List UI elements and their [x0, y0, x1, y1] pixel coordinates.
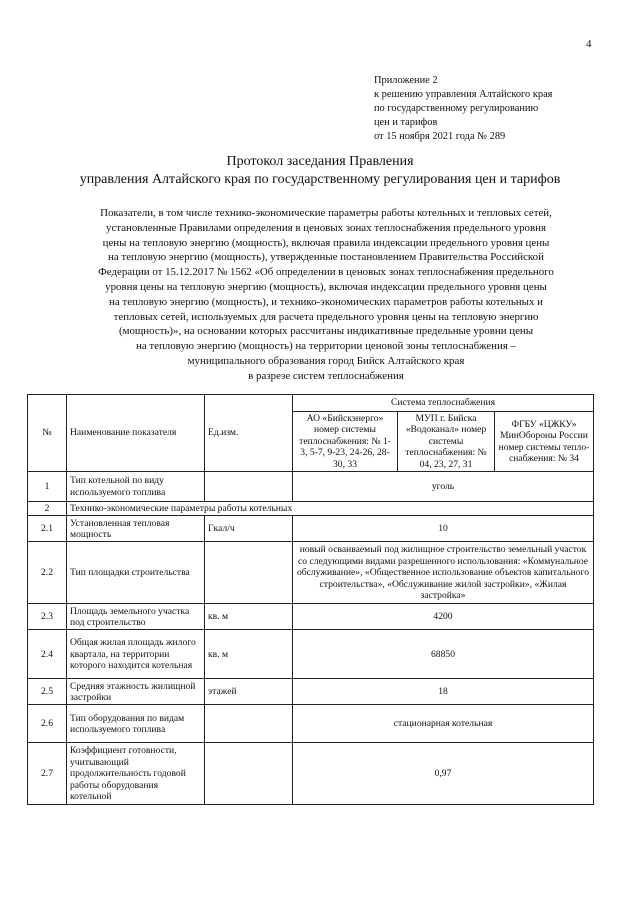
- row-unit: кв. м: [205, 630, 293, 679]
- header-num: №: [28, 395, 67, 472]
- row-value: 18: [293, 679, 594, 705]
- title-line-1: Протокол заседания Правления: [226, 154, 414, 169]
- row-value: новый осваиваемый под жилищное строительство земельный участок со следующими видами разрешенного использования: «Коммунальное обслуживание», «Общественное использование объектов капитального строительства», «Обслуживание жилой застройки», «Жилая застройка»: [293, 542, 594, 604]
- intro-line: установленные Правилами определения в ценовых зонах теплоснабжения предельного уровня: [106, 221, 546, 234]
- table-row: [28, 705, 594, 743]
- row-unit: [205, 743, 293, 805]
- table-row: [28, 679, 594, 705]
- row-name: Общая жилая площадь жилого квартала, на территории которого находится котельная: [67, 630, 205, 679]
- header-name: Наименование показателя: [67, 395, 205, 472]
- row-num: 2.3: [28, 604, 67, 630]
- row-num: 2.6: [28, 705, 67, 743]
- row-num: 2: [28, 502, 67, 516]
- row-value: 0,97: [293, 743, 594, 805]
- document-title: [0, 153, 640, 189]
- row-name: Средняя этажность жилищной застройки: [67, 679, 205, 705]
- header-system-1: АО «Бийскэнерго» номер системы теплоснабжения: № 1-3, 5-7, 9-23, 24-26, 28-30, 33: [293, 412, 398, 472]
- row-value: 10: [293, 516, 594, 542]
- page-number: 4: [586, 38, 592, 50]
- row-unit: [205, 705, 293, 743]
- row-unit: кв. м: [205, 604, 293, 630]
- intro-line: уровня цены на тепловую энергию (мощность), включая индексации предельного уровня цены: [105, 280, 547, 293]
- row-num: 2.2: [28, 542, 67, 604]
- row-unit: [205, 542, 293, 604]
- header-unit: Ед.изм.: [205, 395, 293, 472]
- row-num: 2.4: [28, 630, 67, 679]
- row-name: Тип площадки строительства: [67, 542, 205, 604]
- table-row: [28, 472, 594, 502]
- row-value: стационарная котельная: [293, 705, 594, 743]
- row-unit: этажей: [205, 679, 293, 705]
- row-num: 1: [28, 472, 67, 502]
- appendix-line: к решению управления Алтайского края: [374, 89, 553, 100]
- row-name: Площадь земельного участка под строительство: [67, 604, 205, 630]
- intro-line: на тепловую энергию (мощность), утвержденные постановлением Правительства Российской: [108, 251, 544, 264]
- appendix-block: [374, 74, 552, 144]
- appendix-line: цен и тарифов: [374, 117, 438, 128]
- intro-line: тепловых сетей, используемых для расчета предельного уровня цены на тепловую энергию: [113, 310, 539, 323]
- intro-paragraph: [52, 206, 600, 384]
- table-row: [28, 630, 594, 679]
- intro-line: муниципального образования город Бийск Алтайского края: [187, 354, 465, 367]
- row-section-title: Технико-экономические параметры работы котельных: [67, 502, 594, 516]
- intro-line: на тепловую энергию (мощность) на территории ценовой зоны теплоснабжения –: [135, 340, 517, 353]
- appendix-line: Приложение 2: [374, 75, 438, 86]
- header-systems: Система теплоснабжения: [293, 395, 594, 412]
- table-row: [28, 743, 594, 805]
- intro-line: в разрезе систем теплоснабжения: [248, 369, 404, 382]
- intro-line: Федерации от 15.12.2017 № 1562 «Об определении в ценовых зонах теплоснабжения предельного: [98, 266, 554, 279]
- row-name: Тип котельной по виду используемого топлива: [67, 472, 205, 502]
- row-unit: Гкал/ч: [205, 516, 293, 542]
- intro-line: на тепловую энергию (мощность), и технико-экономических параметров работы котельных и: [109, 295, 543, 308]
- intro-line: цены на тепловую энергию (мощность), включая правила индексации предельного уровня цены: [102, 236, 550, 249]
- row-unit: [205, 472, 293, 502]
- row-num: 2.1: [28, 516, 67, 542]
- table-header-row: [28, 395, 594, 412]
- row-value: 4200: [293, 604, 594, 630]
- row-value: 68850: [293, 630, 594, 679]
- row-name: Коэффициент готовности, учитывающий продолжительность годовой работы оборудования котельной: [67, 743, 205, 805]
- table-row: [28, 604, 594, 630]
- table-row: [28, 542, 594, 604]
- appendix-line: от 15 ноября 2021 года № 289: [374, 131, 506, 142]
- intro-line: Показатели, в том числе технико-экономические параметры работы котельных и тепловых сетей,: [100, 207, 552, 219]
- header-system-3: ФГБУ «ЦЖКУ» МинОбороны России номер системы тепло-снабжения: № 34: [495, 412, 594, 472]
- row-num: 2.5: [28, 679, 67, 705]
- row-num: 2.7: [28, 743, 67, 805]
- appendix-line: по государственному регулированию: [374, 103, 539, 114]
- intro-line: (мощность)», на основании которых рассчитаны индикативные предельные уровни цены: [118, 325, 534, 338]
- table-row: [28, 516, 594, 542]
- header-system-2: МУП г. Бийска «Водоканал» номер системы теплоснабжения: № 04, 23, 27, 31: [398, 412, 495, 472]
- title-line-2: управления Алтайского края по государственному регулирования цен и тарифов: [79, 172, 561, 187]
- row-name: Тип оборудования по видам используемого топлива: [67, 705, 205, 743]
- indicators-table: [27, 394, 594, 805]
- row-value: уголь: [293, 472, 594, 502]
- row-name: Установленная тепловая мощность: [67, 516, 205, 542]
- table-row: [28, 502, 594, 516]
